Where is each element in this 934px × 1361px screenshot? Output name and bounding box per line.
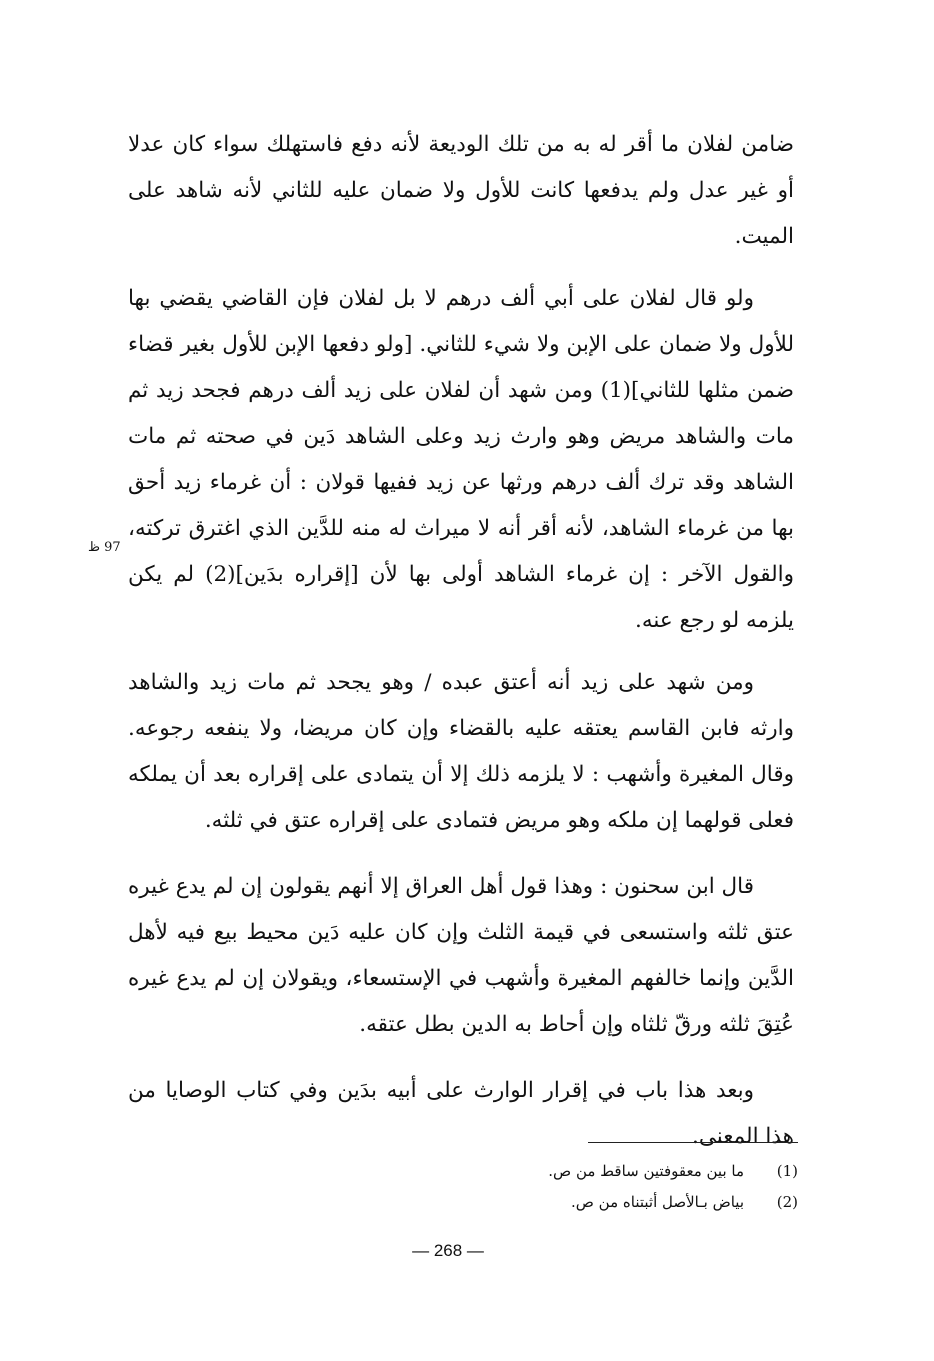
footnote-1: [440, 1156, 798, 1187]
folio-margin-note: 97 ظ: [88, 540, 121, 555]
paragraph-4: قال ابن سحنون : وهذا قول أهل العراق إلا أنهم يقولون إن لم يدع غيره عتق ثلثه واستسعى في قيمة الثلث وإن كان عليه دَين محيط بيع فيه لأهل الدَّين وإنما خالفهم المغيرة وأشهب في الإستسعاء، ويقولان إن لم يدع غيره عُتِقَ ثلثه ورقّ ثلثاه وإن أحاط به الدين بطل عتقه.: [128, 874, 794, 1037]
footnote-divider: [588, 1142, 798, 1143]
footnote-2: [440, 1187, 798, 1218]
main-text: [128, 122, 794, 1160]
paragraph-1: ضامن لفلان ما أقر له به من تلك الوديعة لأنه دفع فاستهلك سواء كان عدلا أو غير عدل ولم يدفعها كانت للأول ولا ضمان عليه للثاني لأنه شاهد على الميت.: [128, 132, 794, 249]
footnotes: [440, 1156, 798, 1218]
paragraph-5: وبعد هذا باب في إقرار الوارث على أبيه بدَين وفي كتاب الوصايا من هذا المعنى.: [128, 1078, 794, 1149]
footnote-number: (1): [776, 1162, 798, 1180]
page-number: — 268 —: [412, 1241, 484, 1260]
footnote-text: بياض بـالأصل أثبتناه من ص.: [571, 1193, 744, 1211]
paragraph-2: ولو قال لفلان على أبي ألف درهم لا بل لفلان فإن القاضي يقضي بها للأول ولا ضمان على الإبن ولا شيء للثاني. [ولو دفعها الإبن للأول بغير قضاء ضمن مثلها للثاني](1) ومن شهد أن لفلان على زيد ألف درهم فجحد زيد ثم مات والشاهد مريض وهو وارث زيد وعلى الشاهد دَين في صحته ثم مات الشاهد وقد ترك ألف درهم ورثها عن زيد ففيها قولان : أن غرماء زيد أحق بها من غرماء الشاهد، لأنه أقر أنه لا ميراث له منه للدَّين الذي اغترق تركته، والقول الآخر : إن غرماء الشاهد أولى بها لأن [إقراره بدَين](2) لم يكن يلزمه لو رجع عنه.: [128, 286, 795, 633]
footnote-number: (2): [776, 1193, 798, 1211]
footnote-text: ما بين معقوفتين ساقط من ص.: [548, 1162, 744, 1180]
paragraph-3: ومن شهد على زيد أنه أعتق عبده / وهو يجحد ثم مات زيد والشاهد وارثه فابن القاسم يعتقه عليه بالقضاء وإن كان مريضا، ولا ينفعه رجوعه. وقال المغيرة وأشهب : لا يلزمه ذلك إلا أن يتمادى على إقراره بعد أن يملكه فعلى قولهما إن ملكه وهو مريض فتمادى على إقراره عتق في ثلثه.: [128, 670, 794, 833]
